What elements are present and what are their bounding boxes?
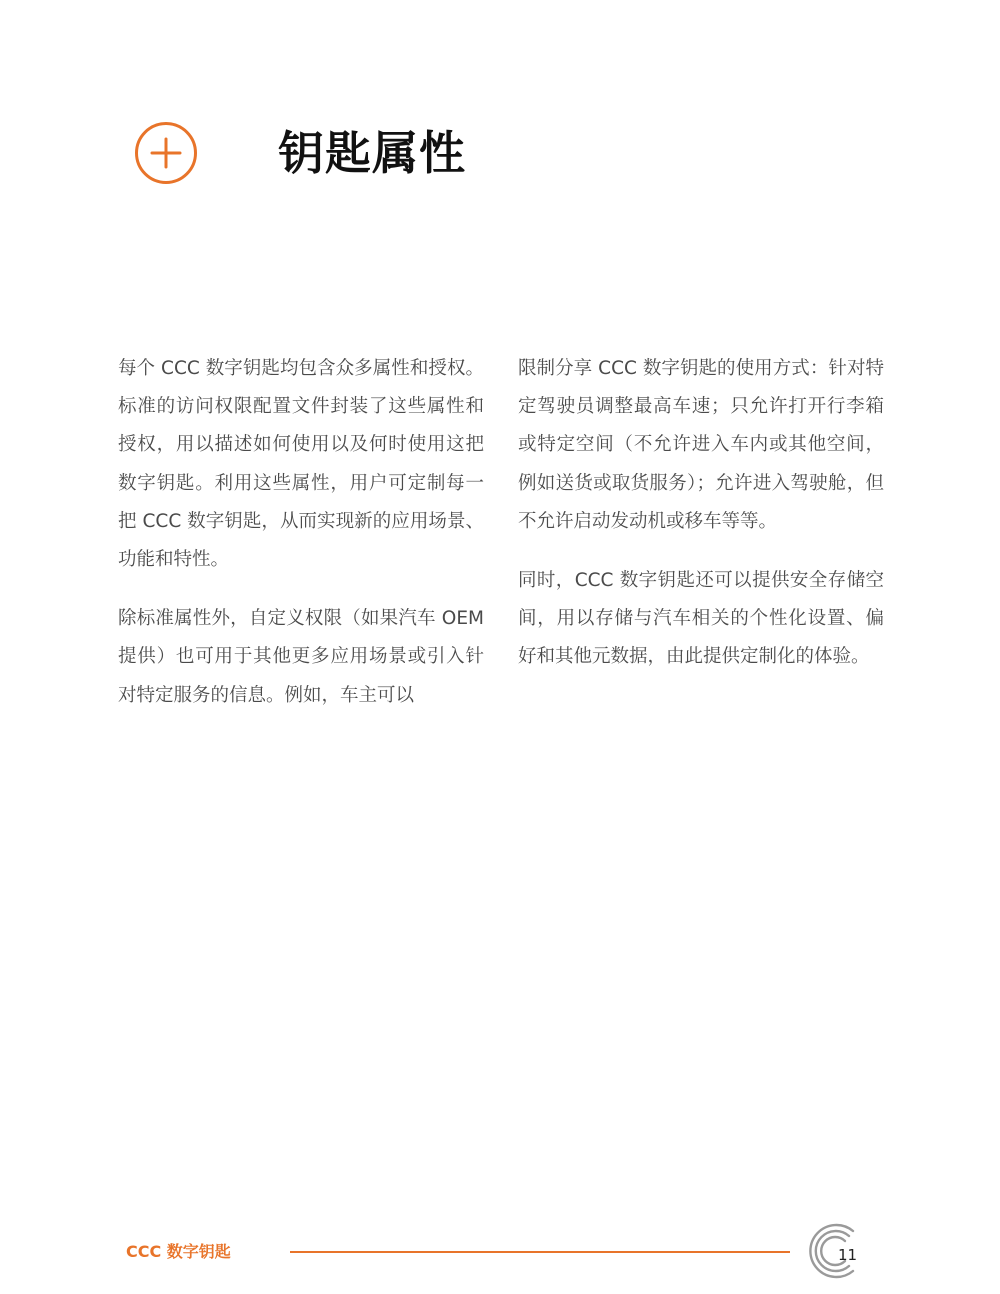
footer-label: CCC 数字钥匙 — [126, 1242, 231, 1261]
paragraph: 同时，CCC 数字钥匙还可以提供安全存储空间，用以存储与汽车相关的个性化设置、偏好和其他元数据，由此提供定制化的体验。 — [518, 570, 884, 668]
paragraph: 限制分享 CCC 数字钥匙的使用方式：针对特定驾驶员调整最高车速；只允许打开行李箱或特定空间（不允许进入车内或其他空间，例如送货或取货服务）；允许进入驾驶舱，但不允许启动发动机或移车等等。 — [518, 358, 884, 532]
page-number: 11 — [838, 1246, 858, 1264]
page-title: 钥匙属性 — [278, 126, 466, 180]
plus-circle-icon — [134, 121, 198, 185]
right-column — [518, 350, 884, 698]
left-column — [118, 350, 484, 736]
footer-divider — [290, 1251, 790, 1253]
paragraph: 除标准属性外，自定义权限（如果汽车 OEM 提供）也可用于其他更多应用场景或引入针对特定服务的信息。例如，车主可以 — [118, 608, 484, 706]
paragraph: 每个 CCC 数字钥匙均包含众多属性和授权。标准的访问权限配置文件封装了这些属性和授权，用以描述如何使用以及何时使用这把数字钥匙。利用这些属性，用户可定制每一把 CCC 数字钥匙，从而实现新的应用场景、功能和特性。 — [118, 358, 484, 571]
